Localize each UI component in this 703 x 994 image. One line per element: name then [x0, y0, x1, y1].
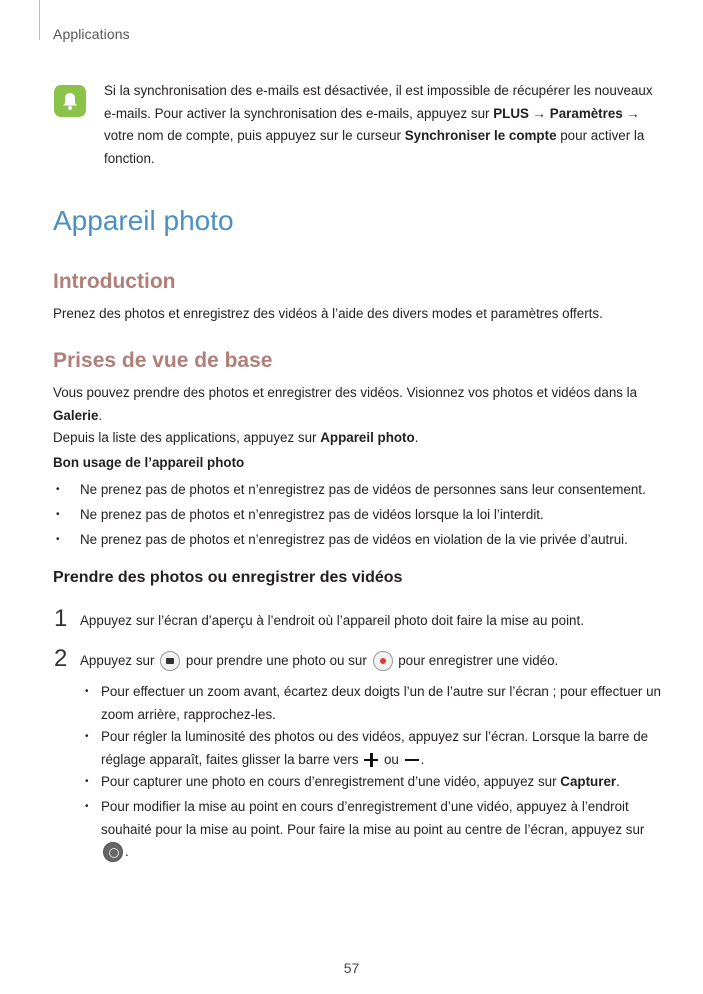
note-path: PLUS → Paramètres: [493, 105, 623, 121]
etiquette-title: Bon usage de l’appareil photo: [53, 455, 245, 470]
step-number-1: 1: [54, 605, 68, 632]
camera-app-label: Appareil photo: [320, 430, 415, 445]
capture-label: Capturer: [560, 774, 617, 789]
record-icon: [373, 651, 393, 671]
section-header: Applications: [53, 26, 130, 42]
note-text: Si la synchronisation des e-mails est désactivée, il est impossible de récupérer les nouveaux e-mails. Pour activer la synchronisation des e-mails, appuyez sur PLUS → Paramètres → votre nom de compte, puis appuyez sur le curseur Synchroniser le compte pour activer la fonction.: [104, 83, 653, 166]
basics-paragraph-1: Vous pouvez prendre des photos et enregistrer des vidéos. Visionnez vos photos et vidéos dans la Galerie.: [53, 385, 638, 423]
gallery-label: Galerie: [53, 407, 99, 423]
bell-icon: [54, 85, 86, 117]
header-rule: [39, 0, 40, 40]
intro-text: Prenez des photos et enregistrez des vidéos à l’aide des divers modes et paramètres offerts.: [53, 306, 603, 321]
page-title: Appareil photo: [53, 205, 234, 236]
plus-icon: [364, 753, 378, 767]
step-number-2: 2: [54, 645, 68, 672]
page-number: 57: [343, 960, 360, 976]
intro-heading: Introduction: [53, 270, 176, 293]
minus-icon: [405, 753, 419, 767]
camera-shutter-icon: [160, 651, 180, 671]
basics-paragraph-2: Depuis la liste des applications, appuyez sur Appareil photo.: [53, 430, 419, 445]
step-1-text: Appuyez sur l’écran d’aperçu à l’endroit où l’appareil photo doit faire la mise au point.: [80, 613, 584, 628]
basics-heading: Prises de vue de base: [53, 349, 273, 372]
take-photos-heading: Prendre des photos ou enregistrer des vidéos: [53, 569, 403, 586]
autofocus-icon: [103, 842, 123, 862]
note-sync-label: Synchroniser le compte: [404, 128, 557, 143]
step-2-text: Appuyez sur pour prendre une photo ou sur pour enregistrer une vidéo.: [80, 650, 558, 673]
